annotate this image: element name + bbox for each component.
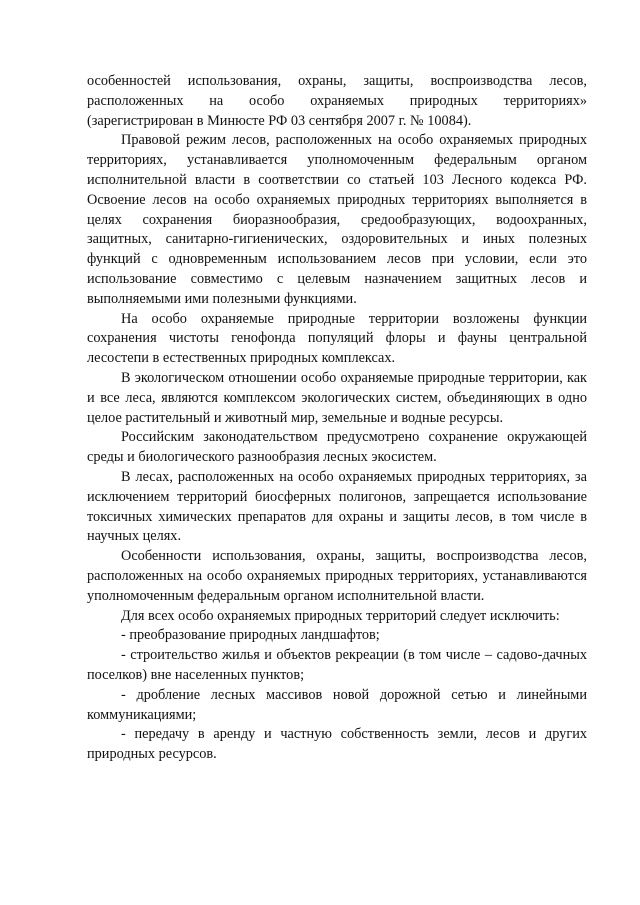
paragraph-features: Особенности использования, охраны, защиты, воспроизводства лесов, расположенных на особо охраняемых природных территориях, устанавливаются уполномоченным федеральным органом исполнительной власти. xyxy=(87,548,587,604)
list-item-landscapes: - преобразование природных ландшафтов; xyxy=(121,627,380,644)
document-page xyxy=(87,72,587,765)
list-item-fragmentation: - дробление лесных массивов новой дорожной сетью и линейными коммуникациями; xyxy=(87,686,587,723)
paragraph-legislation: Российским законодательством предусмотрено сохранение окружающей среды и биологического разнообразия лесных экосистем. xyxy=(87,429,587,466)
paragraph-toxic-ban: В лесах, расположенных на особо охраняемых природных территориях, за исключением территорий биосферных полигонов, запрещается использование токсичных химических препаратов для охраны и защиты лесов, в том числе в научных целях. xyxy=(87,468,587,545)
paragraph-intro-tail-a: особенностей использования, охраны, защиты, воспроизводства лесов, расположенных на особо охраняемых природных территориях» xyxy=(87,73,587,109)
list-item-lease: - передачу в аренду и частную собственность земли, лесов и других природных ресурсов. xyxy=(87,726,587,763)
paragraph-legal-regime: Правовой режим лесов, расположенных на особо охраняемых природных территориях, устанавливается уполномоченным федеральным органом исполнительной власти в соответствии со статьей 103 Лесного кодекса РФ. Освоение лесов на особо охраняемых природных территориях выполняется в целях сохранения биоразнообразия, средообразующих, водоохранных, защитных, санитарно-гигиенических, оздоровительных и иных полезных функций с одновременным использованием лесов при условии, если это использование совместимо с целевым назначением защитных лесов и выполняемыми ими полезными функциями. xyxy=(87,132,587,307)
paragraph-exclude-intro: Для всех особо охраняемых природных территорий следует исключить: xyxy=(121,607,560,624)
paragraph-ecological: В экологическом отношении особо охраняемые природные территории, как и все леса, являются комплексом экологических систем, объединяющих в одно целое растительный и животный мир, земельные и водные ресурсы. xyxy=(87,369,587,426)
paragraph-intro-tail-b: (зарегистрирован в Минюсте РФ 03 сентября 2007 г. № 10084). xyxy=(87,112,472,129)
paragraph-gene-pool: На особо охраняемые природные территории возложены функции сохранения чистоты генофонда популяций флоры и фауны центральной лесостепи в естественных природных комплексах. xyxy=(87,310,587,367)
list-item-construction: - строительство жилья и объектов рекреации (в том числе – садово-дачных поселков) вне населенных пунктов; xyxy=(87,647,587,683)
